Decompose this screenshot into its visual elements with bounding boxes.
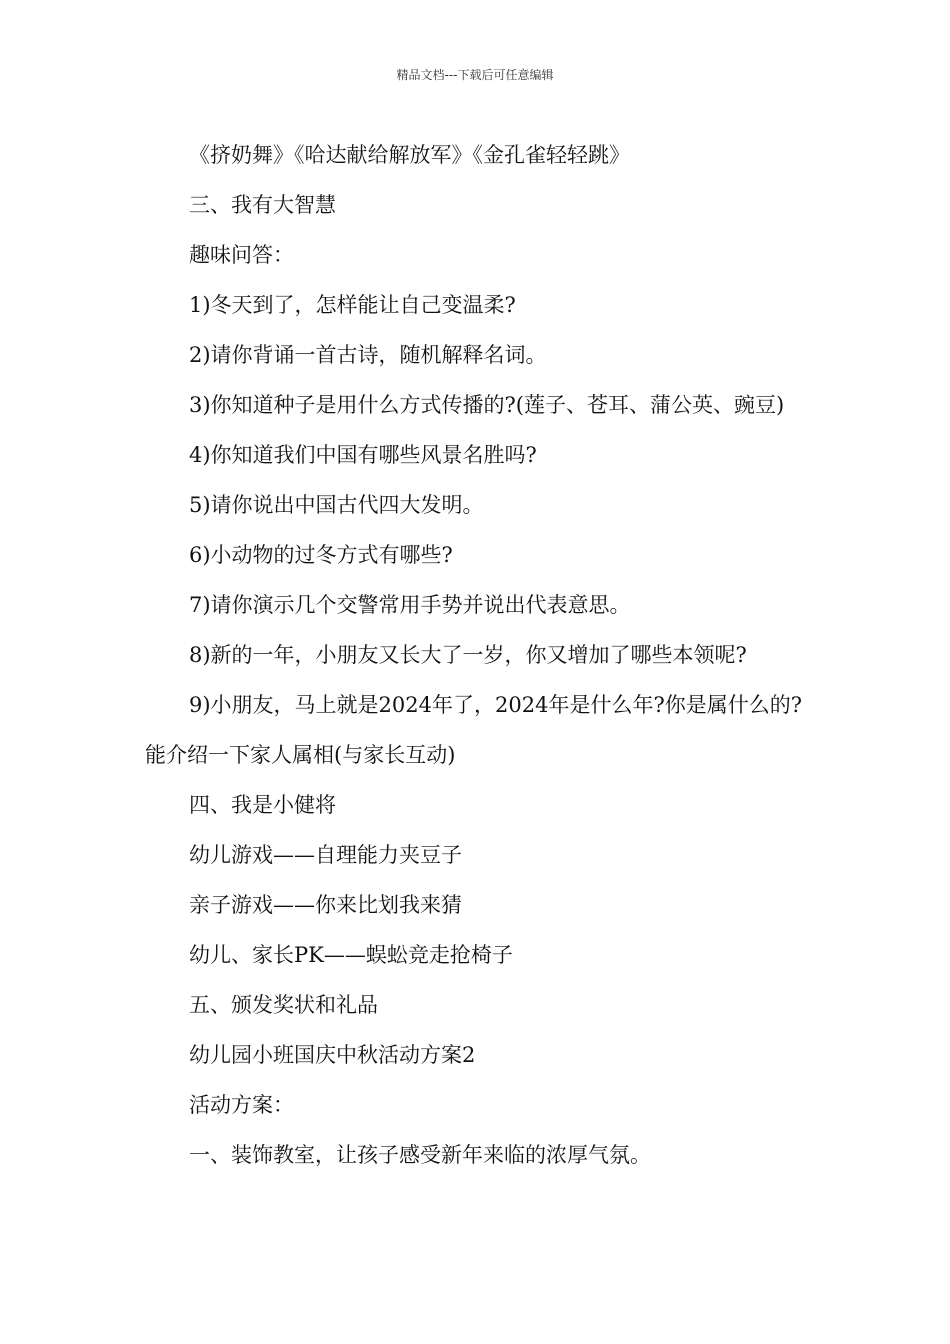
paragraph: 趣味问答： — [189, 243, 294, 267]
list-item: 6)小动物的过冬方式有哪些? — [189, 543, 453, 567]
paragraph: 《挤奶舞》《哈达献给解放军》《金孔雀轻轻跳》 — [189, 143, 630, 167]
list-item: 4)你知道我们中国有哪些风景名胜吗? — [189, 443, 537, 467]
paragraph: 亲子游戏——你来比划我来猜 — [189, 893, 462, 917]
section-heading: 三、我有大智慧 — [189, 193, 336, 217]
list-item: 3)你知道种子是用什么方式传播的?(莲子、苍耳、蒲公英、豌豆) — [189, 393, 785, 417]
list-item: 9)小朋友，马上就是2024年了，2024年是什么年?你是属什么的?能介绍一下家人属相(与家长互动) — [145, 693, 802, 767]
paragraph: 幼儿游戏——自理能力夹豆子 — [189, 843, 462, 867]
section-heading: 四、我是小健将 — [189, 793, 336, 817]
list-item: 1)冬天到了，怎样能让自己变温柔? — [189, 293, 516, 317]
section-heading: 一、装饰教室，让孩子感受新年来临的浓厚气氛。 — [189, 1143, 651, 1167]
section-heading: 五、颁发奖状和礼品 — [189, 993, 378, 1017]
document-body — [145, 130, 810, 1180]
paragraph: 活动方案： — [189, 1093, 294, 1117]
list-item: 7)请你演示几个交警常用手势并说出代表意思。 — [189, 593, 631, 617]
list-item: 8)新的一年，小朋友又长大了一岁，你又增加了哪些本领呢? — [189, 643, 747, 667]
list-item: 5)请你说出中国古代四大发明。 — [189, 493, 484, 517]
paragraph: 幼儿、家长PK——蜈蚣竞走抢椅子 — [189, 943, 513, 967]
page-header: 精品文档---下载后可任意编辑 — [396, 68, 554, 82]
document-title: 幼儿园小班国庆中秋活动方案2 — [189, 1043, 476, 1067]
list-item: 2)请你背诵一首古诗，随机解释名词。 — [189, 343, 547, 367]
